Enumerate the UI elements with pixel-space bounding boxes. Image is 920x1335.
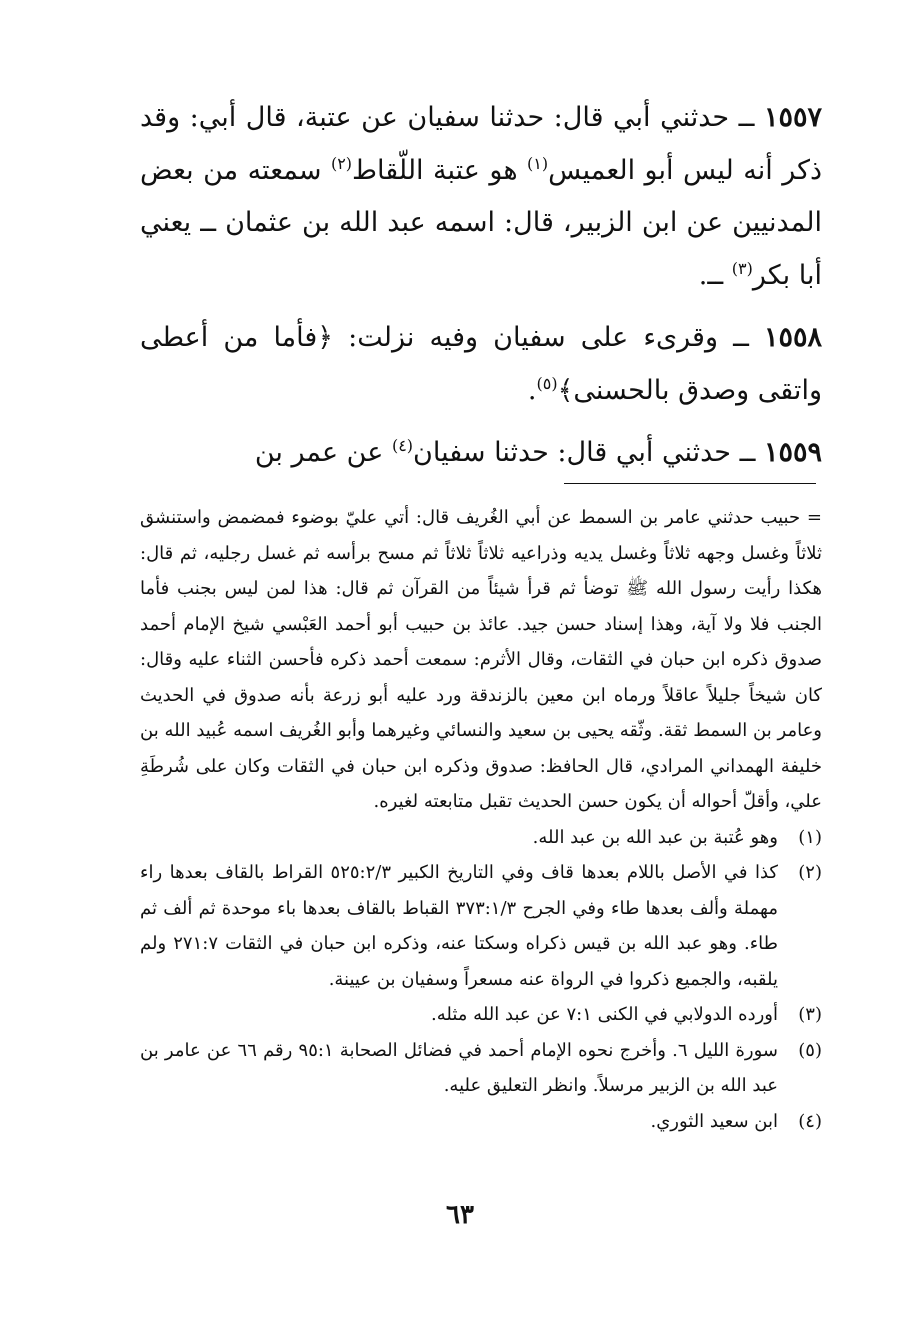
footnote-1 bbox=[140, 820, 822, 856]
footnote-ref: (٤) bbox=[391, 436, 414, 455]
hadith-text: عن عمر بن bbox=[254, 437, 392, 468]
footnote-continuation: = حبيب حدثني عامر بن السمط عن أبي الغُريف قال: أتي عليّ بوضوء فمضمض واستنشق ثلاثاً وغسل وجهه ثلاثاً وغسل يديه وذراعيه ثلاثاً ثلاثاً ثم مسح برأسه ثم غسل رجليه، ثم قال: هكذا رأيت رسول الله ﷺ توضأ ثم قرأ شيئاً من القرآن ثم قال: هذا لمن ليس بجنب فأما الجنب فلا ولا آية، وهذا إسناد حسن جيد. عائذ بن حبيب أبو أحمد العَبْسي شيخ الإمام أحمد صدوق ذكره ابن حبان في الثقات، وقال الأثرم: سمعت أحمد ذكره فأحسن الثناء عليه وقال: كان شيخاً جليلاً عاقلاً ورماه ابن معين بالزندقة ورد عليه أبو زرعة بأنه صدوق في الحديث وعامر بن السمط ثقة. وثّقه يحيى بن سعيد والنسائي وغيرهما وأبو الغُريف اسمه عُبيد الله بن خليفة الهمداني المرادي، قال الحافظ: صدوق وذكره ابن حبان في الثقات وكان على شُرطَةِ علي، وأقلّ أحواله أن يكون حسن الحديث تقبل متابعته لغيره. bbox=[140, 507, 822, 812]
hadith-1559 bbox=[140, 427, 822, 480]
footnote-ref: (١) bbox=[527, 153, 549, 173]
hadith-number: ١٥٥٧ bbox=[763, 102, 822, 133]
hadith-text: ــ. bbox=[698, 259, 732, 291]
hadith-number: ١٥٥٨ bbox=[763, 322, 822, 353]
footnote-label: (٥) bbox=[798, 1039, 822, 1061]
hadith-text: ــ وقرىء على سفيان وفيه نزلت: ﴿فأما من أعطى واتقى وصدق بالحسنى﴾ bbox=[140, 322, 822, 406]
footnote-5 bbox=[140, 1033, 822, 1104]
hadith-text: . bbox=[527, 374, 537, 406]
footnote-divider bbox=[564, 483, 816, 484]
main-text bbox=[140, 92, 822, 490]
footnote-label: (١) bbox=[798, 826, 822, 848]
hadith-text: ــ حدثني أبي قال: حدثنا سفيان عن عتبة، قال أبي: وقد ذكر أنه ليس أبو العميس bbox=[140, 102, 822, 186]
footnote-4 bbox=[140, 1104, 822, 1140]
footnote-ref: (٢) bbox=[330, 153, 353, 173]
footnote-label: (٤) bbox=[798, 1110, 822, 1132]
hadith-1557 bbox=[140, 92, 822, 302]
footnote-text: سورة الليل ٦. وأخرج نحوه الإمام أحمد في فضائل الصحابة ٩٥:١ رقم ٦٦ عن عامر بن عبد الله بن الزبير مرسلاً. وانظر التعليق عليه. bbox=[140, 1039, 778, 1096]
footnote-2 bbox=[140, 855, 822, 997]
footnote-text: أورده الدولابي في الكنى ٧:١ عن عبد الله مثله. bbox=[431, 1004, 778, 1025]
footnote-ref: (٥) bbox=[536, 373, 558, 393]
hadith-text: سمعته من بعض المدنيين عن ابن الزبير، قال: اسمه عبد الله بن عثمان ــ يعني أبا بكر bbox=[140, 154, 822, 291]
hadith-1558 bbox=[140, 312, 822, 417]
footnote-label: (٣) bbox=[798, 1004, 822, 1025]
footnote-3 bbox=[140, 997, 822, 1033]
hadith-number: ١٥٥٩ bbox=[763, 437, 822, 468]
hadith-text: ــ حدثني أبي قال: حدثنا سفيان bbox=[413, 437, 764, 468]
footnote-text: كذا في الأصل باللام بعدها قاف وفي التاريخ الكبير ٥٢٥:٢/٣ القراط بالقاف بعدها راء مهملة وألف بعدها طاء وفي الجرح ٣٧٣:١/٣ القباط بالقاف بعدها باء موحدة ثم ألف ثم طاء. وهو عبد الله بن قيس ذكراه وسكتا عنه، وذكره ابن حبان في الثقات ٢٧١:٧ ولم يلقبه، والجميع ذكروا في الرواة عنه مسعراً وسفيان بن عيينة. bbox=[140, 862, 778, 990]
footnote-ref: (٣) bbox=[731, 258, 753, 278]
footnotes bbox=[140, 500, 822, 1139]
footnote-label: (٢) bbox=[798, 862, 822, 883]
footnote-text: ابن سعيد الثوري. bbox=[650, 1110, 778, 1132]
footnote-text: وهو عُتبة بن عبد الله بن عبد الله. bbox=[532, 826, 778, 848]
hadith-text: هو عتبة اللّقاط bbox=[352, 154, 528, 186]
page-number: ٦٣ bbox=[446, 1200, 474, 1230]
